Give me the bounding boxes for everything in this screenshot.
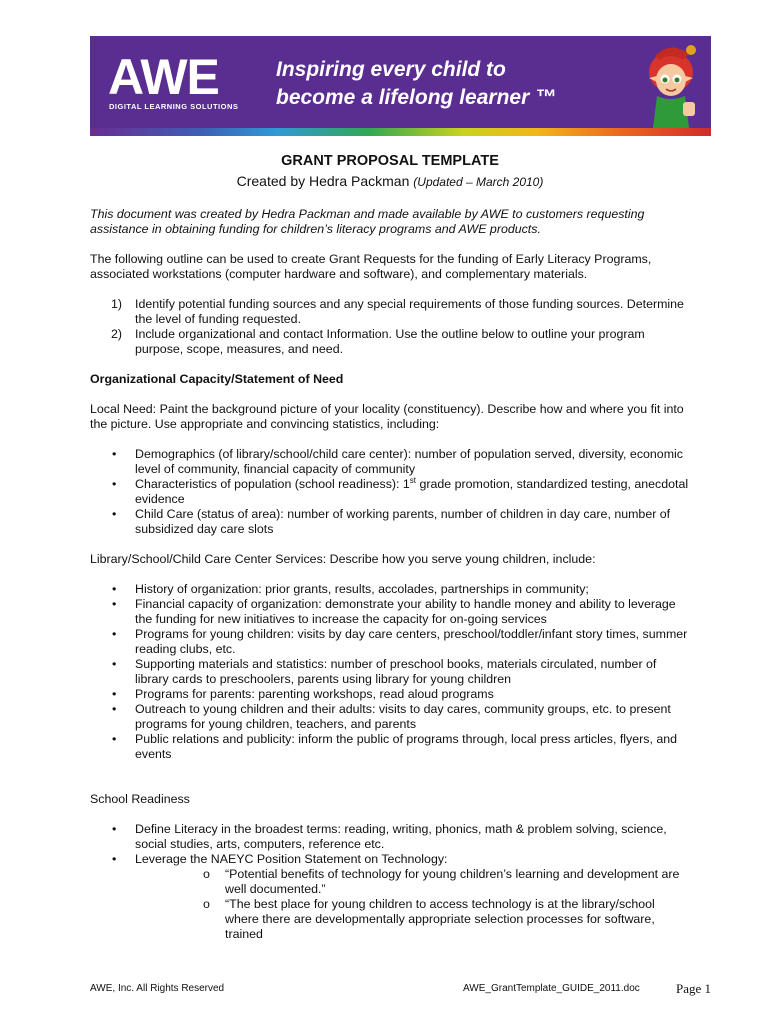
- superscript: st: [409, 475, 417, 485]
- tagline-line1: Inspiring every child to: [276, 58, 506, 81]
- list-item: [90, 582, 690, 597]
- bullet-text: Outreach to young children and their adults: visits to day cares, community groups, etc. to present programs for young children, teachers, and parents: [135, 702, 671, 731]
- bullet-icon: •: [112, 822, 117, 836]
- bullet-text: Public relations and publicity: inform the public of programs through, local press articles, flyers, and events: [135, 732, 678, 761]
- bullet-text: “The best place for young children to access technology is at the library/school where there are developmentally appropriate selection processes for software, trained: [225, 897, 655, 941]
- bullet-text: Demographics (of library/school/child care center): number of population served, diversity, economic level of community, financial capacity of community: [135, 447, 683, 476]
- copyright-text: AWE, Inc. All Rights Reserved: [90, 983, 225, 994]
- list-item: [90, 822, 690, 852]
- steps-list: [90, 297, 690, 357]
- list-item: [90, 702, 690, 732]
- local-need-list: [90, 447, 690, 537]
- header-banner: [90, 36, 711, 136]
- list-item: [90, 657, 690, 687]
- bullet-text: Define Literacy in the broadest terms: reading, writing, phonics, math & problem solving, science, social studies, arts, computers, reference etc.: [135, 822, 667, 851]
- rainbow-stripe: [90, 128, 711, 136]
- bullet-icon: •: [112, 477, 117, 491]
- bullet-icon: •: [112, 702, 117, 716]
- services-paragraph: Library/School/Child Care Center Services: Describe how you serve young children, include:: [90, 552, 596, 566]
- list-item: [90, 297, 690, 327]
- tagline: [276, 56, 556, 112]
- bullet-text: Child Care (status of area): number of working parents, number of children in day care, number of subsidized day care slots: [135, 507, 671, 536]
- services-list: [90, 582, 690, 762]
- bullet-text: Programs for young children: visits by day care centers, preschool/toddler/infant story times, summer reading clubs, etc.: [135, 627, 688, 656]
- list-item: [90, 732, 690, 762]
- list-item: [90, 852, 690, 942]
- section-heading: Organizational Capacity/Statement of Need: [90, 372, 344, 386]
- document-body: [90, 152, 690, 942]
- step-number: 1): [111, 297, 123, 311]
- step-text: Identify potential funding sources and any special requirements of those funding sources. Determine the level of funding requested.: [135, 297, 684, 326]
- bullet-icon: •: [112, 687, 117, 701]
- intro-paragraph: This document was created by Hedra Packman and made available by AWE to customers requesting assistance in obtaining funding for children’s literacy programs and AWE products.: [90, 207, 645, 236]
- bullet-icon: •: [112, 447, 117, 461]
- tagline-line2: become a lifelong learner ™: [276, 86, 557, 109]
- bullet-icon: •: [112, 582, 117, 596]
- bullet-text: Supporting materials and statistics: number of preschool books, materials circulated, number of library cards to preschoolers, parents using library for young children: [135, 657, 657, 686]
- circle-bullet-icon: o: [203, 897, 210, 911]
- local-need-paragraph: Local Need: Paint the background picture of your locality (constituency). Describe how and where you fit into the picture. Use appropriate and convincing statistics, including:: [90, 402, 684, 431]
- list-item: [135, 897, 690, 942]
- bullet-text: Characteristics of population (school readiness): 1: [135, 477, 410, 491]
- author-line: Created by Hedra Packman: [236, 173, 410, 189]
- document-subtitle: [90, 172, 690, 191]
- list-item: [90, 687, 690, 702]
- bullet-text: History of organization: prior grants, results, accolades, partnerships in community;: [135, 582, 589, 596]
- bullet-icon: •: [112, 657, 117, 671]
- step-text: Include organizational and contact Information. Use the outline below to outline your program purpose, scope, measures, and need.: [135, 327, 645, 356]
- list-item: [90, 507, 690, 537]
- naeyc-quotes-list: [135, 867, 690, 942]
- document-title: GRANT PROPOSAL TEMPLATE: [281, 153, 499, 169]
- bullet-text: Programs for parents: parenting workshops, read aloud programs: [135, 687, 494, 701]
- list-item: [90, 327, 690, 357]
- bullet-icon: •: [112, 627, 117, 641]
- page-number: Page 1: [675, 981, 711, 996]
- circle-bullet-icon: o: [203, 867, 210, 881]
- bullet-icon: •: [112, 507, 117, 521]
- bullet-icon: •: [112, 732, 117, 746]
- elf-mascot-icon: [635, 42, 705, 128]
- bullet-text: Financial capacity of organization: demonstrate your ability to handle money and ability to leverage the funding for new initiatives to increase the capacity for on-going services: [135, 597, 676, 626]
- logo-subtitle: DIGITAL LEARNING SOLUTIONS: [109, 102, 239, 111]
- bullet-text: Leverage the NAEYC Position Statement on Technology:: [135, 852, 448, 866]
- list-item: [135, 867, 690, 897]
- list-item: [90, 447, 690, 477]
- school-readiness-heading: School Readiness: [90, 792, 190, 806]
- filename-text: AWE_GrantTemplate_GUIDE_2011.doc: [463, 983, 640, 994]
- awe-logo: AWE: [108, 49, 219, 105]
- list-item: [90, 597, 690, 627]
- bullet-text: “Potential benefits of technology for young children’s learning and development are well documented.”: [225, 867, 680, 896]
- bullet-text: grade promotion, standardized testing, anecdotal evidence: [135, 477, 689, 506]
- updated-note: (Updated – March 2010): [413, 175, 544, 189]
- bullet-icon: •: [112, 852, 117, 866]
- outline-paragraph: The following outline can be used to create Grant Requests for the funding of Early Literacy Programs, associated workstations (computer hardware and software), and complementary materials.: [90, 252, 652, 281]
- page-footer: [90, 983, 711, 1001]
- school-readiness-list: [90, 822, 690, 942]
- step-number: 2): [111, 327, 123, 341]
- list-item: [90, 627, 690, 657]
- bullet-icon: •: [112, 597, 117, 611]
- list-item: [90, 477, 690, 507]
